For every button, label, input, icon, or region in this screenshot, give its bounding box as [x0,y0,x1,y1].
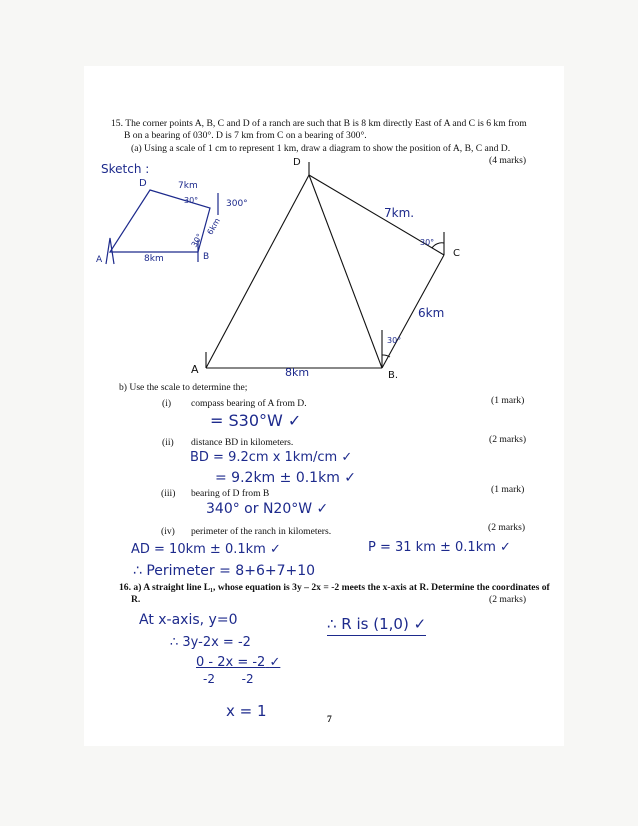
diagram-dc-length: 7km. [384,206,415,220]
page-number: 7 [327,714,332,725]
q15-part-a-marks: (4 marks) [489,155,527,166]
q15-part-a: (a) Using a scale of 1 cm to represent 1 km, draw a diagram to show the position of A, B, C and D. [131,143,511,154]
diagram-ab-length: 8km [285,366,310,379]
q15-ii-text: distance BD in kilometers. [191,437,294,448]
line-da [206,175,309,368]
q15-iv-text: perimeter of the ranch in kilometers. [191,526,332,537]
q15-ii-number: (ii) [162,437,174,448]
q15-part-b: b) Use the scale to determine the; [119,382,248,393]
q16-work-1: At x-axis, y=0 [139,612,238,628]
q15-stem-line2: B on a bearing of 030°. D is 7 km from C on a bearing of 300°. [124,130,367,141]
sketch-b-angle: 30° [189,232,205,249]
diagram-label-c: C [453,248,460,259]
q15-i-answer: = S30°W ✓ [210,411,302,430]
sketch-c-angle: 300° [226,199,248,209]
sketch-bc-length: 6km [205,216,223,237]
sketch-title: Sketch : [101,162,150,176]
q16-work-3: 0 - 2x = -2 ✓ [196,655,281,670]
q16-work-4: -2 -2 [203,672,254,686]
q15-ii-answer-1: BD = 9.2cm x 1km/cm ✓ [190,450,353,465]
q15-iv-ad: AD = 10km ± 0.1km ✓ [131,542,281,557]
q15-i-marks: (1 mark) [491,395,525,406]
q16-stem-line2: R. [131,594,141,605]
diagram-angle-b: 30° [387,336,402,345]
line-bd [309,175,382,368]
q15-iv-p: P = 31 km ± 0.1km ✓ [368,540,511,555]
q15-iii-text: bearing of D from B [191,488,270,499]
diagram-label-d: D [293,157,301,168]
q15-iv-perimeter: ∴ Perimeter = 8+6+7+10 [133,563,316,579]
q15-ii-marks: (2 marks) [489,434,527,445]
q16-marks: (2 marks) [489,594,527,605]
q16-work-2: ∴ 3y-2x = -2 [170,635,251,650]
q16-work-5: x = 1 [226,702,267,720]
q15-iii-answer: 340° or N20°W ✓ [206,501,329,517]
q15-i-number: (i) [162,398,172,409]
diagram-bc-length: 6km [418,306,445,320]
sketch-label-a: A [96,255,103,265]
diagram-angle-c: 30° [420,238,435,247]
q15-iv-number: (iv) [161,526,175,537]
q15-iii-marks: (1 mark) [491,484,525,495]
diagram-label-b: B. [388,370,399,381]
q16-stem-line1: 16. a) A straight line L₁, whose equation is 3y – 2x = -2 meets the x-axis at R. Determine the coordinates of [119,582,550,593]
sketch-label-b: B [203,252,210,262]
q16-answer: ∴ R is (1,0) ✓ [327,615,426,636]
q15-iv-marks: (2 marks) [488,522,526,533]
sketch-ab-length: 8km [144,254,164,264]
q15-ii-answer-2: = 9.2km ± 0.1km ✓ [215,470,357,486]
q15-stem-line1: 15. The corner points A, B, C and D of a ranch are such that B is 8 km directly East of A and C is 6 km from [111,118,527,129]
sketch-ad-angle: 30° [184,196,199,205]
q15-i-text: compass bearing of A from D. [191,398,307,409]
sketch-dc-length: 7km [178,181,198,191]
q15-iii-number: (iii) [161,488,176,499]
sketch-label-d: D [139,178,147,189]
diagram-label-a: A [191,363,199,376]
